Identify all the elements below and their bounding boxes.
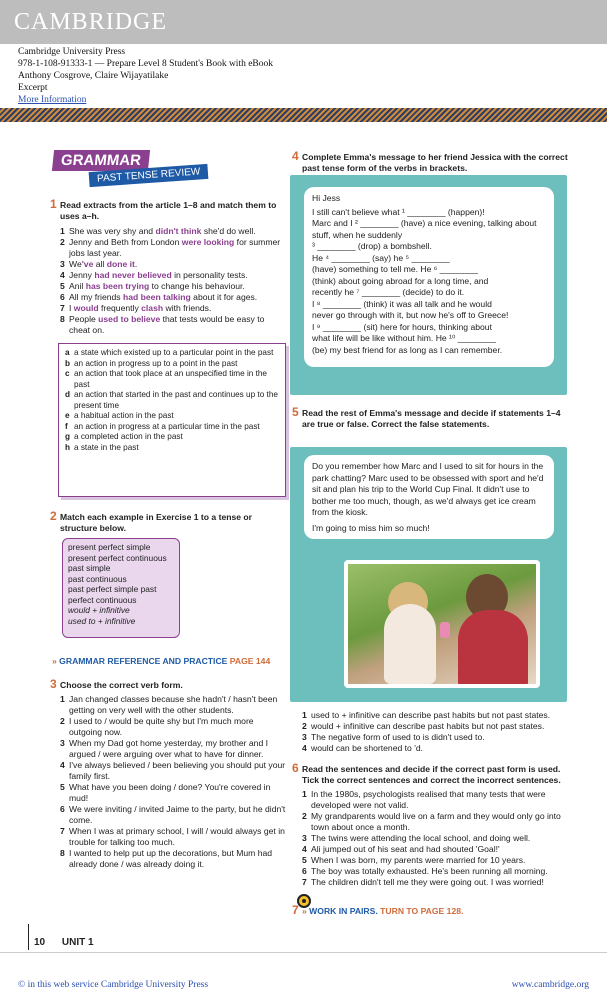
sentence-text: frequently (98, 303, 142, 313)
item-text: When I was born, my parents were married for 10 years. (311, 855, 526, 865)
item-number: 5 (60, 281, 65, 291)
item-number: 2 (302, 811, 307, 821)
item-text: a state which existed up to a particular point in the past (74, 348, 274, 357)
item-number: 8 (60, 848, 65, 858)
more-information-link[interactable]: More Information (18, 95, 87, 105)
statements (302, 710, 572, 754)
item-number: e (65, 411, 70, 420)
message-line: (have) something to tell me. He ⁶ ________ (312, 264, 478, 274)
highlighted-verb: clash (141, 303, 164, 313)
item-number: 2 (60, 716, 65, 726)
statement-item (302, 721, 572, 732)
tense-item: used to + infinitive (68, 615, 136, 626)
grammar-reference-page: PAGE 144 (229, 656, 271, 666)
exercise-number: 7 (292, 903, 299, 917)
item-text: an action in progress at a particular time in the past (74, 421, 260, 431)
exercise-title: Complete Emma's message to her friend Jessica with the correct past tense form of the verbs in brackets. (302, 152, 568, 173)
statement-item (302, 710, 572, 721)
item-number: 7 (302, 877, 307, 887)
sentence-text: All my friends (69, 292, 123, 302)
tense-item: would + infinitive (68, 605, 130, 615)
item-number: 6 (302, 866, 307, 876)
message-line: Marc and I ² ________ (have) a nice evening, talking about stuff, when he suddenly (312, 218, 537, 240)
message-bubble-2 (304, 455, 554, 539)
highlighted-verb: 've (81, 259, 94, 269)
item-text: I used to / would be quite shy but I'm much more outgoing now. (69, 716, 254, 737)
item-text: The boy was totally exhausted. He's been running all morning. (311, 866, 548, 876)
item-number: 1 (60, 226, 65, 236)
item-number: d (65, 390, 71, 399)
greeting: Hi Jess (312, 193, 341, 203)
sentence-item (60, 281, 286, 292)
use-item (65, 369, 279, 390)
page-number-divider (28, 924, 29, 950)
item-text: would can be shortened to 'd. (311, 743, 424, 753)
decorative-stripe (0, 108, 607, 122)
sentence-item (60, 848, 286, 870)
item-number: 5 (60, 782, 65, 792)
sentence-item (302, 811, 572, 833)
exercise-1 (50, 197, 286, 336)
sentence-text: . (134, 259, 138, 269)
message-line: what life will be like without him. He ¹⁰ ________ (312, 333, 497, 343)
sentence-item (302, 855, 572, 866)
sentence-text: Jenny (69, 270, 95, 280)
sentence-item (302, 844, 572, 855)
sentence-item (60, 226, 286, 237)
meta-line: 978-1-108-91333-1 — Prepare Level 8 Student's Book with eBook (18, 59, 274, 69)
tense-item: past perfect simple past (68, 584, 157, 594)
cambridge-logo: CAMBRIDGE (14, 9, 168, 35)
use-item (65, 443, 279, 454)
message-line: I ⁹ ________ (sit) here for hours, thinking about (312, 321, 492, 332)
highlighted-verb: had never believed (94, 270, 172, 280)
item-text: When I was at primary school, I will / would always get in trouble for talking too much. (69, 826, 285, 847)
statement-item (302, 743, 572, 754)
item-text: The negative form of used to is didn't used to. (311, 732, 485, 742)
use-item (65, 411, 279, 422)
highlighted-verb: didn't think (155, 226, 202, 236)
top-bar (0, 0, 607, 44)
uses-box (58, 343, 286, 497)
item-number: 6 (60, 804, 65, 814)
message-lines (312, 207, 546, 357)
use-item (65, 432, 279, 443)
item-number: 8 (60, 314, 65, 324)
tense-item: past simple (68, 563, 111, 573)
item-number: 3 (302, 833, 307, 843)
sentence-item (60, 826, 286, 848)
sentence-list (302, 789, 572, 888)
item-text: used to + infinitive can describe past habits but not past states. (311, 710, 551, 720)
item-text: My grandparents would live on a farm and they would only go into town about once a month. (311, 811, 561, 832)
sentence-text: with friends. (163, 303, 212, 313)
sentence-text: People (69, 314, 99, 324)
exercise-number: 4 (292, 149, 299, 163)
grammar-title: GRAMMAR (52, 150, 150, 171)
item-text: a completed action in the past (74, 432, 183, 441)
work-in-pairs-label: WORK IN PAIRS. (309, 906, 378, 916)
item-number: 1 (60, 694, 65, 704)
book-page (26, 130, 586, 965)
message-line: He ⁴ ________ (say) he ⁵ ________ (312, 252, 450, 263)
tense-item: perfect continuous (68, 594, 137, 605)
exercise-title: Match each example in Exercise 1 to a tense or structure below. (60, 512, 253, 533)
uses-list (65, 348, 279, 453)
item-text: a state in the past (74, 442, 139, 452)
sentence-text: that tests would be easy to cheat on. (69, 314, 265, 335)
item-number: 7 (60, 303, 65, 313)
sentence-item (60, 804, 286, 826)
item-number: 2 (60, 237, 65, 247)
sentence-text: to change his behaviour. (149, 281, 245, 291)
couple-photo (344, 560, 540, 688)
sentence-item (60, 259, 286, 270)
item-number: 1 (302, 710, 307, 720)
highlighted-verb: were looking (181, 237, 235, 247)
exercise-number: 5 (292, 405, 299, 419)
item-text: We were inviting / invited Jaime to the party, but he didn't come. (69, 804, 286, 825)
message-line: recently he ⁷ ________ (decide) to do it. (312, 287, 465, 297)
item-number: 5 (302, 855, 307, 865)
exercise-number: 1 (50, 197, 57, 211)
tense-item: present perfect continuous (68, 552, 167, 563)
item-number: 4 (60, 270, 65, 280)
meta-line: Cambridge University Press (18, 47, 126, 57)
message-bubble (304, 187, 554, 367)
sentence-text: all (93, 259, 107, 269)
item-number: 3 (60, 259, 65, 269)
item-text: an action that took place at an unspecified time in the past (74, 369, 267, 389)
item-number: h (65, 442, 71, 452)
page-number: 10 (34, 937, 46, 948)
highlighted-verb: done it (106, 259, 135, 269)
tense-item: present perfect simple (68, 542, 151, 552)
highlighted-verb: has been trying (85, 281, 150, 291)
sentence-text: Jenny and Beth from London (69, 237, 182, 247)
sentence-text: We (69, 259, 82, 269)
website-link[interactable]: www.cambridge.org (511, 980, 589, 990)
item-number: 3 (60, 738, 65, 748)
meta-line: Anthony Cosgrove, Claire Wijayatilake (18, 71, 169, 81)
sentence-item (60, 314, 286, 336)
message-line: (be) my best friend for as long as I can remember. (312, 344, 503, 355)
message-line: I ⁸ ________ (think) it was all talk and he would (312, 298, 492, 309)
item-number: 7 (60, 826, 65, 836)
item-text: In the 1980s, psychologists realised that many tests that were developed were not valid. (311, 789, 546, 810)
item-text: would + infinitive can describe past habits but not past states. (311, 721, 545, 731)
sentence-item (302, 877, 572, 888)
sentence-item (60, 716, 286, 738)
sentence-item (60, 760, 286, 782)
message-line: (think) about going abroad for a long time, and (312, 275, 489, 286)
use-item (65, 390, 279, 411)
exercise-title: Read the rest of Emma's message and decide if statements 1–4 are true or false. Correct the false statements. (302, 408, 561, 429)
exercise-title: Read the sentences and decide if the correct past form is used. Tick the correct sentences and correct the incorrect sentences. (302, 764, 561, 785)
exercise-3 (50, 677, 286, 870)
sentence-item (60, 782, 286, 804)
item-text: What have you been doing / done? You're covered in mud! (69, 782, 271, 803)
message-text-2: I'm going to miss him so much! (312, 522, 430, 533)
sentence-text: in personality tests. (171, 270, 248, 280)
exercise-number: 6 (292, 761, 299, 775)
sentence-text: I (69, 303, 74, 313)
meta-line: Excerpt (18, 83, 48, 93)
exercise-title: Choose the correct verb form. (60, 680, 183, 690)
item-text: a habitual action in the past (74, 411, 174, 420)
highlighted-verb: used to believe (98, 314, 161, 324)
grammar-subtitle: PAST TENSE REVIEW (89, 164, 209, 187)
sentence-item (60, 237, 286, 259)
item-text: an action that started in the past and continues up to the present time (74, 390, 278, 410)
item-text: The twins were attending the local school, and doing well. (311, 833, 531, 843)
item-number: c (65, 369, 70, 378)
sentence-text: about it for ages. (190, 292, 258, 302)
sentence-text: for summer jobs last year. (69, 237, 281, 258)
message-line: I still can't believe what ¹ ________ (happen)! (312, 206, 485, 217)
item-number: f (65, 421, 68, 431)
item-number: 3 (302, 732, 307, 742)
highlighted-verb: had been talking (122, 292, 191, 302)
sentence-list (60, 694, 286, 870)
use-item (65, 422, 279, 433)
copyright-link[interactable]: © in this web service Cambridge University Press (18, 980, 209, 990)
sentence-item (302, 789, 572, 811)
item-text: an action in progress up to a point in the past (74, 358, 238, 368)
item-number: g (65, 432, 71, 441)
unit-label: UNIT 1 (61, 937, 94, 948)
exercise-number: 2 (50, 509, 57, 523)
item-number: 1 (302, 789, 307, 799)
grammar-reference[interactable] (52, 656, 270, 666)
tenses-box (62, 538, 180, 638)
message-panel (290, 175, 567, 395)
item-text: Ali jumped out of his seat and had shouted 'Goal!' (311, 844, 500, 854)
chevron-icon: » (52, 656, 57, 666)
turn-to-page-link[interactable]: TURN TO PAGE 128. (380, 906, 464, 916)
message-text: Do you remember how Marc and I used to sit for hours in the park chatting? Marc used to be obsessed with sport and he'd sit and plan his trip to the World Cup Final. It didn't use to bother me too much, though, as we'd always get ice cream from the kiosk. (312, 461, 544, 517)
item-number: 4 (302, 743, 307, 753)
statement-list (302, 710, 572, 754)
sentence-item (60, 738, 286, 760)
item-text: Jan changed classes because she hadn't / hasn't been getting on very well with the other students. (69, 694, 278, 715)
exercise-7 (292, 903, 572, 917)
use-item (65, 348, 279, 359)
sentence-text: she'd do well. (201, 226, 256, 236)
exercise-number: 3 (50, 677, 57, 691)
item-text: The children didn't tell me they were going out. I was worried! (311, 877, 544, 887)
item-text: I've always believed / been believing you should put your family first. (69, 760, 286, 781)
item-number: 2 (302, 721, 307, 731)
item-number: 6 (60, 292, 65, 302)
exercise-4 (292, 149, 572, 174)
sentence-item (302, 833, 572, 844)
exercise-2 (50, 509, 286, 534)
item-number: a (65, 348, 70, 357)
footer-divider (0, 952, 607, 953)
tense-item: past continuous (68, 573, 127, 584)
sentence-item (60, 303, 286, 314)
highlighted-verb: would (73, 303, 99, 313)
item-number: 4 (302, 844, 307, 854)
item-text: When my Dad got home yesterday, my brother and I argued / were arguing over what to have for dinner. (69, 738, 269, 759)
sentence-item (60, 694, 286, 716)
page-footer (34, 937, 94, 948)
message-line: ³ ________ (drop) a bombshell. (312, 241, 432, 251)
sentence-text: She was very shy and (69, 226, 156, 236)
exercise-6 (292, 761, 572, 888)
grammar-reference-label: GRAMMAR REFERENCE AND PRACTICE (59, 656, 228, 666)
item-number: b (65, 358, 71, 368)
exercise-5 (292, 405, 572, 430)
chevron-icon: » (302, 906, 307, 916)
exercise-title: Read extracts from the article 1–8 and match them to uses a–h. (60, 200, 277, 221)
item-text: I wanted to help put up the decorations, but Mum had already done / was already doing it. (69, 848, 273, 869)
item-number: 4 (60, 760, 65, 770)
message-line: never go through with it, but now he's off to Greece! (312, 310, 509, 320)
sentence-text: Anil (69, 281, 86, 291)
sentence-list (60, 226, 286, 336)
grammar-heading (53, 150, 201, 185)
use-item (65, 359, 279, 370)
sentence-item (302, 866, 572, 877)
statement-item (302, 732, 572, 743)
sentence-item (60, 292, 286, 303)
sentence-item (60, 270, 286, 281)
book-meta (18, 46, 273, 106)
